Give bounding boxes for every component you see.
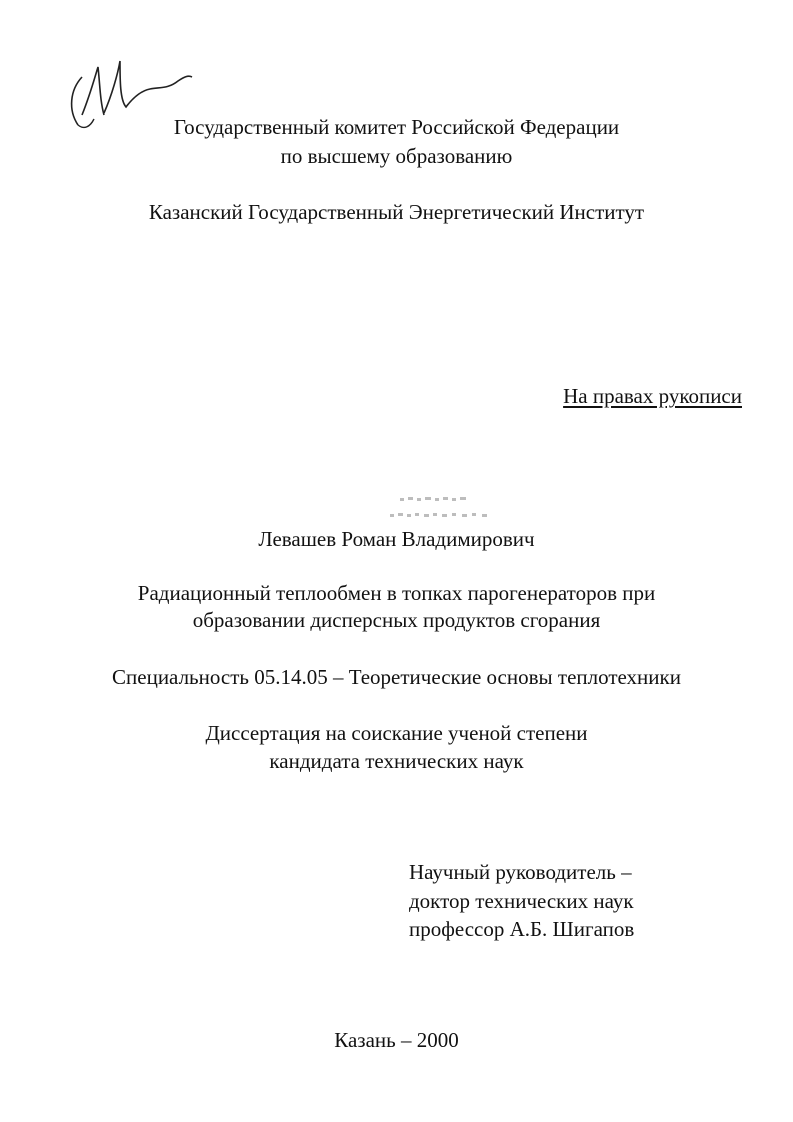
speciality: Специальность 05.14.05 – Теоретические основы теплотехники bbox=[112, 665, 681, 689]
degree-line-2: кандидата технических наук bbox=[269, 749, 524, 773]
supervisor-line-2: доктор технических наук bbox=[409, 889, 634, 913]
author-name: Левашев Роман Владимирович bbox=[258, 527, 535, 551]
supervisor-line-1: Научный руководитель – bbox=[409, 860, 632, 884]
committee-line-2: по высшему образованию bbox=[280, 144, 513, 168]
institute-name: Казанский Государственный Энергетический Институт bbox=[148, 200, 645, 224]
title-line-1: Радиационный теплообмен в топках парогенераторов при bbox=[137, 581, 656, 605]
title-line-2: образовании дисперсных продуктов сгорания bbox=[192, 608, 601, 632]
degree-line-1: Диссертация на соискание ученой степени bbox=[205, 721, 588, 745]
manuscript-rights: На правах рукописи bbox=[563, 384, 742, 408]
committee-line-1: Государственный комитет Российской Федерации bbox=[173, 115, 620, 139]
place-year: Казань – 2000 bbox=[334, 1028, 459, 1052]
supervisor-line-3: профессор А.Б. Шигапов bbox=[409, 917, 635, 941]
